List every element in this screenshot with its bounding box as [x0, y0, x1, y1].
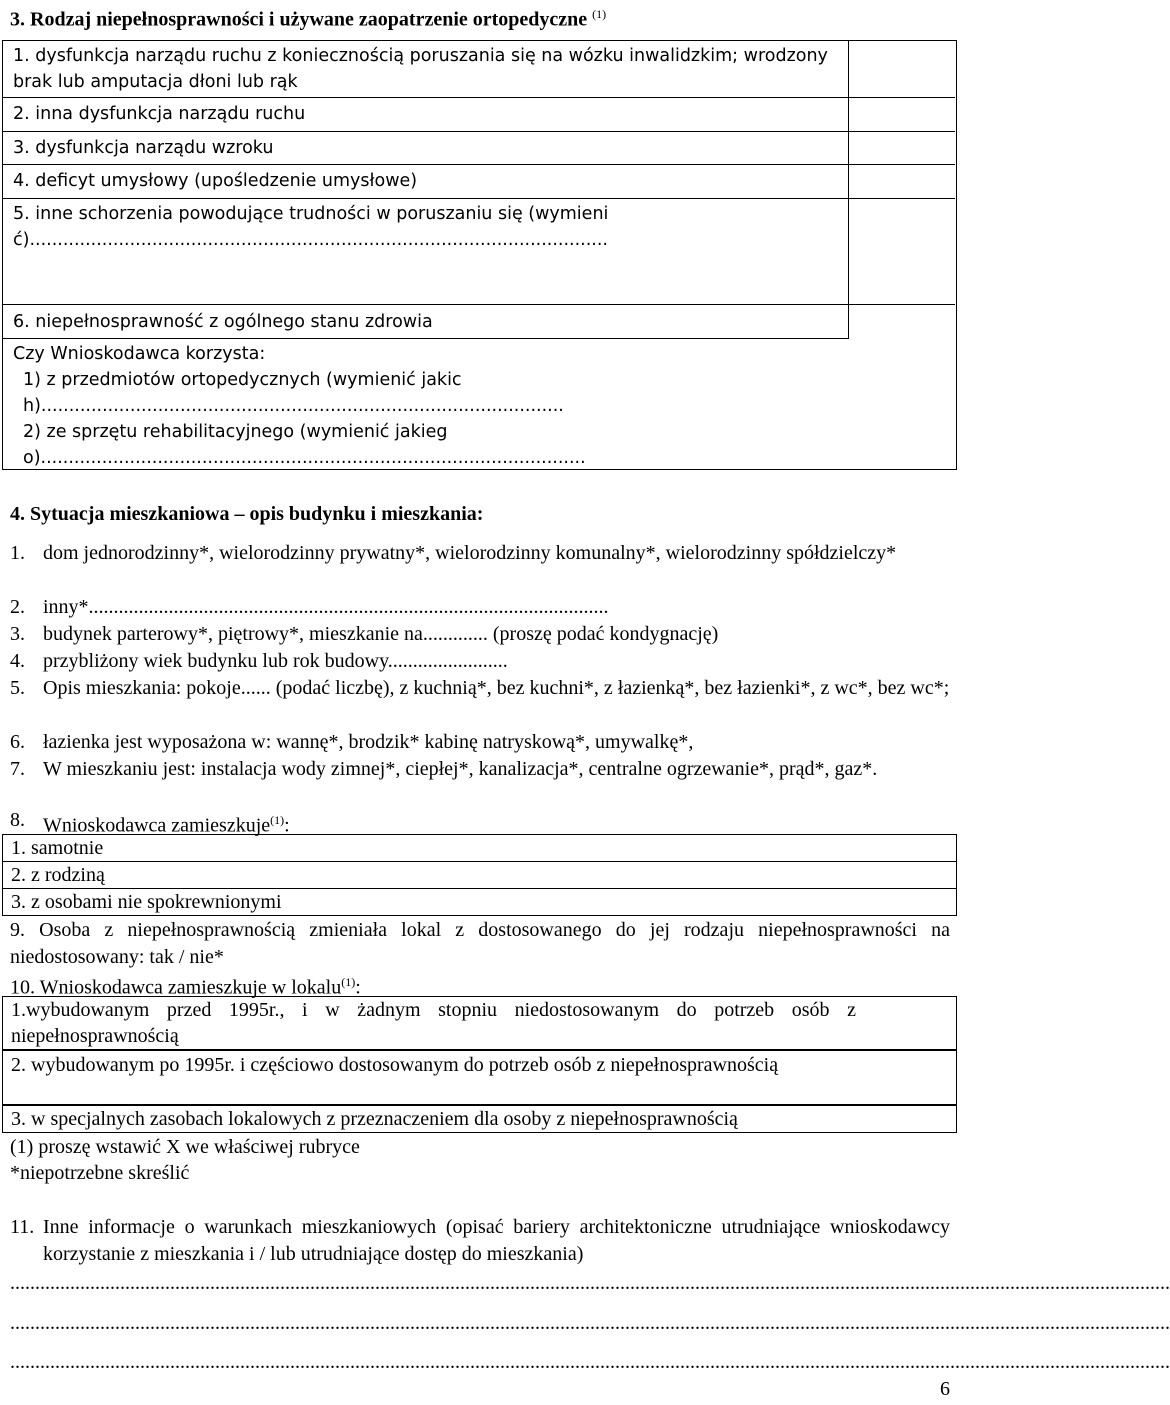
option-label: 2. wybudowanym po 1995r. i częściowo dostosowanym do potrzeb osób z niepełnosprawnością [11, 1054, 779, 1076]
orthopedic-items-field[interactable]: 1) z przedmiotów ortopedycznych (wymienić jakich).............................................................................................. [23, 370, 564, 416]
living-option-row[interactable] [2, 888, 957, 916]
checkbox-cell[interactable] [848, 41, 958, 97]
row-label: 3. dysfunkcja narządu wzroku [13, 138, 274, 158]
row-label: 5. inne schorzenia powodujące trudności w poruszaniu się (wymienić)........................................................................................................ [13, 204, 609, 250]
option-label: 3. z osobami nie spokrewnionymi [11, 891, 282, 913]
row-label: 6. niepełnosprawność z ogólnego stanu zdrowia [13, 312, 433, 332]
lokal-option-row[interactable] [2, 996, 957, 1050]
table-row [3, 165, 955, 199]
table-row [3, 199, 955, 305]
checkbox-cell[interactable] [848, 165, 958, 198]
lokal-option-row[interactable] [2, 1105, 957, 1133]
answer-line[interactable]: ........................................................................................................................................................................................................................................ [10, 1272, 1170, 1294]
option-label: 3. w specjalnych zasobach lokalowych z przeznaczeniem dla osoby z niepełnosprawnością [11, 1108, 738, 1130]
option-label: 2. z rodziną [11, 864, 105, 886]
section4-title: 4. Sytuacja mieszkaniowa – opis budynku i mieszkania: [10, 503, 484, 525]
footnote-mark: (1) proszę wstawić X we właściwej rubryce [10, 1136, 360, 1158]
item10-label: 10. Wnioskodawca zamieszkuje w lokalu$^{(1)}$: [10, 975, 361, 999]
answer-line[interactable]: ........................................................................................................................................................................................................................................ [10, 1312, 1170, 1334]
row-label: 1. dysfunkcja narządu ruchu z koniecznością poruszania się na wózku inwalidzkim; wrodzony brak lub amputacja dłoni lub rąk [13, 46, 828, 92]
checkbox-cell[interactable] [848, 199, 958, 304]
living-option-row[interactable] [2, 861, 957, 889]
table-row [3, 98, 955, 132]
page-number: 6 [940, 1378, 950, 1400]
row-label: 4. deficyt umysłowy (upośledzenie umysłowe) [13, 171, 418, 191]
living-option-row[interactable] [2, 834, 957, 862]
table-row [3, 305, 848, 339]
option-label: 1.wybudowanym przed 1995r., i w żadnym stopniu niedostosowanym do potrzeb osób z niepełnosprawnością [11, 999, 856, 1047]
item9-text: 9. Osoba z niepełnosprawnością zmieniała lokal z dostosowanego do jej rodzaju niepełnosprawności na niedostosowany: tak / nie* [10, 919, 950, 968]
rehab-equipment-field[interactable]: 2) ze sprzętu rehabilitacyjnego (wymienić jakiego).................................................................................................. [23, 422, 586, 468]
option-label: 1. samotnie [11, 837, 104, 859]
table-row [3, 41, 955, 98]
footnote-strike: *niepotrzebne skreślić [10, 1162, 190, 1184]
question-label: Czy Wnioskodawca korzysta: [13, 344, 266, 364]
lokal-option-row[interactable] [2, 1050, 957, 1105]
table-row [3, 132, 955, 165]
answer-line[interactable]: ........................................................................................................................................................................................................................................ [10, 1351, 1170, 1373]
checkbox-cell[interactable] [848, 98, 958, 131]
form-page: 3. Rodzaj niepełnosprawności i używane zaopatrzenie ortopedyczne $^{(1)}$ 1. dysfunkcja narządu ruchu z koniecznością poruszania się na wózku inwalidzkim; wrodzony brak lub amputacja dłoni lub rąk 2. inna dysfunkcja narządu ruchu 3. dysfunkcja narządu wzroku 4. deficyt umysłowy (upośledzenie umysłowe) 5. inne schorzenia powodujące trudności w poruszaniu się (wymienić)........................................................................................................ 6. niepełnosprawność z ogólnego stanu zdrowia Czy Wnioskodawca korzysta: 1) z przedmiotów ortopedycznych (wymienić jakich).............................................................................................. 2) ze sprzętu rehabilitacyjnego (wymienić jakiego).................................................................................................. 4. Sytuacja mieszkaniowa – opis budynku i mieszkania: 1. dom jednorodzinny*, wielorodzinny prywatny*, wielorodzinny komunalny*, wielorodzinny spółdzielczy* 2. inny*........................................................................................................ 3. budynek parterowy*, piętrowy*, mieszkanie na............. (proszę podać kondygnację) 4. przybliżony wiek budynku lub rok budowy........................ 5. Opis mieszkania: pokoje...... (podać liczbę), z kuchnią*, bez kuchni*, z łazienką*, bez łazienki*, z wc*, bez wc*; 6. łazienka jest wyposażona w: wannę*, brodzik* kabinę natryskową*, umywalkę*, 7. W mieszkaniu jest: instalacja wody zimnej*, ciepłej*, kanalizacja*, centralne ogrzewanie*, prąd*, gaz*. 8. Wnioskodawca zamieszkuje$^{(1)}$: 1. samotnie 2. z rodziną 3. z osobami nie spokrewnionymi 9. Osoba z niepełnosprawnością zmieniała lokal z dostosowanego do jej rodzaju niepełnosprawności na niedostosowany: tak / nie* 10. Wnioskodawca zamieszkuje w lokalu$^{(1)}$: 1.wybudowanym przed 1995r., i w żadnym stopniu niedostosowanym do potrzeb osób z niepełnosprawnością 2. wybudowanym po 1995r. i częściowo dostosowanym do potrzeb osób z niepełnosprawnością 3. w specjalnych zasobach lokalowych z przeznaczeniem dla osoby z niepełnosprawnością (1) proszę wstawić X we właściwej rubryce *niepotrzebne skreślić 11. Inne informacje o warunkach mieszkaniowych (opisać bariery architektoniczne utrudniające wnioskodawcy korzystanie z mieszkania i / lub utrudniające dostęp do mieszkania) ........................................................................................................................................................................................................................................ ........................................................................................................................................................................................................................................ ........................................................................................................................................................................................................................................ 6 [0, 0, 960, 1405]
checkbox-cell[interactable] [848, 305, 958, 339]
section3-table [2, 40, 957, 470]
checkbox-cell[interactable] [848, 132, 958, 164]
section3-title: 3. Rodzaj niepełnosprawności i używane zaopatrzenie ortopedyczne $^{(1)}$ [10, 7, 607, 31]
row-label: 2. inna dysfunkcja narządu ruchu [13, 104, 306, 124]
